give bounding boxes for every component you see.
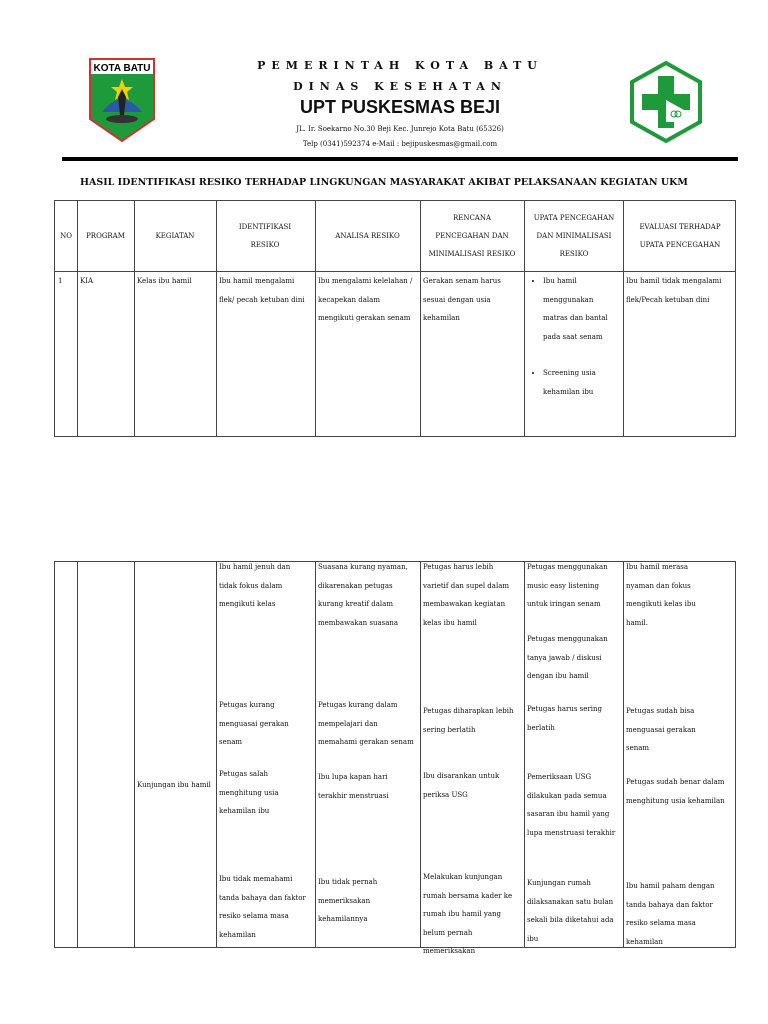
t2-rencana: Melakukan kunjungan rumah bersama kader ke rumah ibu hamil yang belum pernah memeriksakan <box>423 873 513 955</box>
row1-identifikasi: Ibu hamil mengalami flek/ pecah ketuban dini <box>219 277 305 304</box>
upata-item: • Screening usia kehamilan ibu <box>543 364 611 401</box>
letterhead-line2: DINAS KESEHATAN <box>293 80 507 93</box>
header-kegiatan: KEGIATAN <box>155 232 195 240</box>
row1-evaluasi: Ibu hamil tidak mengalami flek/Pecah ketuban dini <box>626 277 722 304</box>
t2-rencana: Petugas harus lebih varietif dan supel dalam membawakan kegiatan kelas ibu hamil <box>423 563 510 627</box>
row1-rencana: Gerakan senam harus sesuai dengan usia kehamilan <box>423 277 501 322</box>
header-upata: UPATA PENCEGAHAN DAN MINIMALISASI RESIKO <box>533 214 615 258</box>
t2-identifikasi: Ibu tidak memahami tanda bahaya dan faktor resiko selama masa kehamilan <box>219 875 306 939</box>
upata-item: • Ibu hamil menggunakan matras dan bantal pada saat senam <box>543 272 611 346</box>
row1-no: 1 <box>58 277 63 285</box>
t2-upata: Pemeriksaan USG dilakukan pada semua sasaran ibu hamil yang lupa menstruasi terakhir <box>527 773 616 837</box>
t2-upata: Petugas menggunakan music easy listening untuk iringan senam <box>527 563 608 608</box>
t2-rencana: Petugas diharapkan lebih sering berlatih <box>423 707 514 734</box>
row1-analisa: Ibu mengalami kelelahan / kecapekan dalam mengikuti gerakan senam <box>318 277 413 322</box>
t2-analisa: Suasana kurang nyaman, dikarenakan petugas kurang kreatif dalam membawakan suasana <box>318 563 408 627</box>
t2-rencana: Ibu disarankan untuk periksa USG <box>423 772 500 799</box>
t2-analisa: Ibu tidak pernah memeriksakan kehamilannya <box>318 878 378 923</box>
t2-identifikasi: Petugas kurang menguasai gerakan senam <box>219 701 289 746</box>
header-no: NO <box>60 232 72 240</box>
header-divider <box>62 157 738 161</box>
t2-upata: Petugas menggunakan tanya jawab / diskusi dengan ibu hamil <box>527 635 608 680</box>
puskesmas-logo <box>628 60 704 144</box>
document-title: HASIL IDENTIFIKASI RESIKO TERHADAP LINGKUNGAN MASYARAKAT AKIBAT PELAKSANAAN KEGIATAN UKM <box>80 177 688 188</box>
t2-analisa: Petugas kurang dalam mempelajari dan memahami gerakan senam <box>318 701 414 746</box>
t2-identifikasi: Ibu hamil jenuh dan tidak fokus dalam mengikuti kelas <box>219 563 291 608</box>
letterhead-address: JL. Ir. Soekarno No.30 Beji Kec. Junrejo Kota Batu (65326) <box>296 125 504 133</box>
risk-table-1 <box>54 200 736 437</box>
header-program: PROGRAM <box>86 232 125 240</box>
header-rencana: RENCANA PENCEGAHAN DAN MINIMALISASI RESIKO <box>428 214 516 258</box>
risk-table-2 <box>54 561 736 955</box>
logo-text: KOTA BATU <box>93 63 151 74</box>
letterhead-contact: Telp (0341)592374 e-Mail : bejipuskesmas@gmail.com <box>302 140 498 148</box>
letterhead-line3: UPT PUSKESMAS BEJI <box>299 97 501 117</box>
header-analisa: ANALISA RESIKO <box>335 232 400 240</box>
header-evaluasi: EVALUASI TERHADAP UPATA PENCEGAHAN <box>639 223 721 249</box>
letterhead-line1: PEMERINTAH KOTA BATU <box>257 59 543 72</box>
row1-upata <box>524 272 614 419</box>
t2-identifikasi: Petugas salah menghitung usia kehamilan ibu <box>219 770 279 815</box>
t2-upata: Petugas harus sering berlatih <box>527 705 602 732</box>
t2-evaluasi: Petugas sudah bisa menguasai gerakan senam <box>626 707 696 752</box>
t2-evaluasi: Ibu hamil paham dengan tanda bahaya dan faktor resiko selama masa kehamilan <box>626 882 715 946</box>
t2-evaluasi: Petugas sudah benar dalam menghitung usia kehamilan <box>626 778 725 805</box>
t2-upata: Kunjungan rumah dilaksanakan satu bulan sekali bila diketahui ada ibu <box>527 879 614 943</box>
t2-kegiatan: Kunjungan ibu hamil <box>137 781 211 789</box>
t2-analisa: Ibu lupa kapan hari terakhir menstruasi <box>318 773 389 800</box>
kota-batu-logo <box>88 57 156 143</box>
t2-evaluasi: Ibu hamil merasa nyaman dan fokus mengikuti kelas ibu hamil. <box>626 563 696 627</box>
header-identifikasi: IDENTIFIKASI RESIKO <box>238 223 292 249</box>
row1-program: KIA <box>80 277 94 285</box>
row1-kegiatan: Kelas ibu hamil <box>137 277 192 285</box>
